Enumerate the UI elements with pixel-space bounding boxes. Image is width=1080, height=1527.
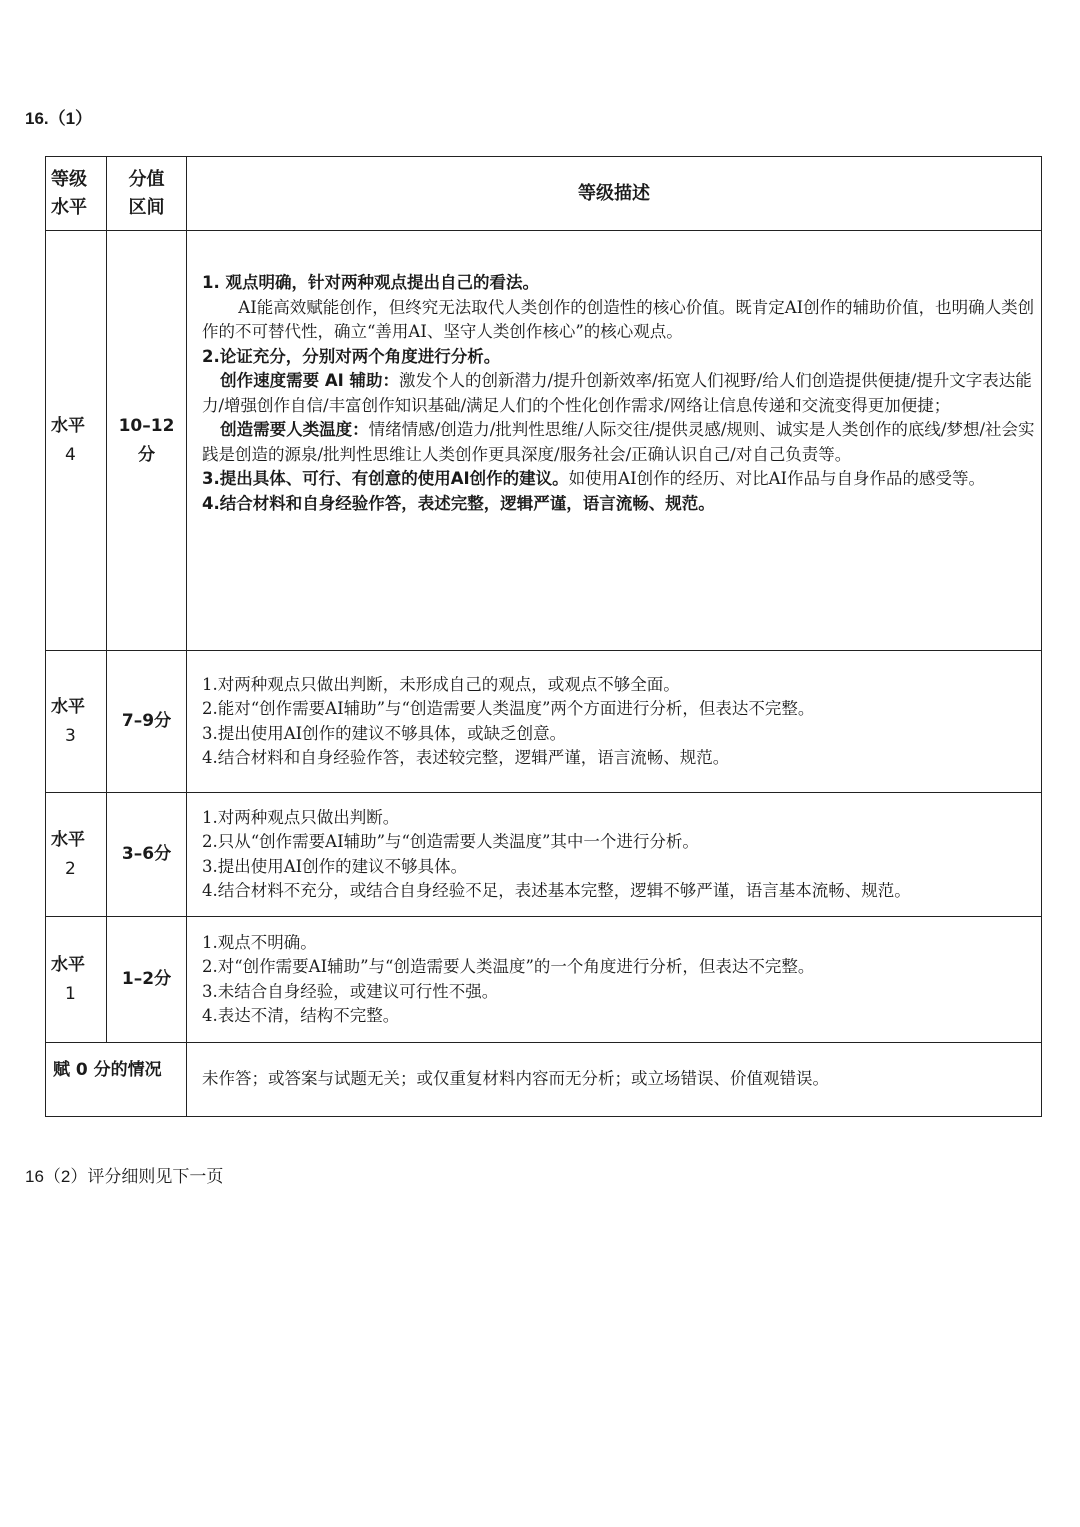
footer-note: 16（2）评分细则见下一页 [25, 1167, 224, 1187]
zero-score-label: 赋 0 分的情况 [46, 1043, 187, 1117]
list-item: 4.表达不清，结构不完整。 [202, 1006, 400, 1025]
list-item: 3.提出使用AI创作的建议不够具体。 [202, 856, 468, 876]
table-row-level-3 [46, 651, 1042, 793]
score-cell: 3–6分 [107, 793, 187, 917]
list-item: 4.结合材料和自身经验作答，表述较完整，逻辑严谨，语言流畅、规范。 [202, 748, 730, 767]
description-cell [187, 793, 1042, 917]
question-title: 16.（1） [25, 109, 93, 128]
list-item: 2.只从“创作需要AI辅助”与“创造需要人类温度”其中一个进行分析。 [202, 832, 699, 851]
level-cell: 水平 1 [46, 917, 107, 1043]
list-item: 4.结合材料不充分，或结合自身经验不足，表述基本完整，逻辑不够严谨，语言基本流畅、规范。 [202, 881, 911, 900]
list-item: 1.对两种观点只做出判断，未形成自己的观点，或观点不够全面。 [202, 674, 680, 694]
table-row-level-1 [46, 917, 1042, 1043]
criterion-2-human: 创造需要人类温度：情绪情感/创造力/批判性思维/人际交往/提供灵感/规则、诚实是人类创作的底线/梦想/社会实践是创造的源泉/批判性思维让人类创作更具深度/服务社会/正确认识自己/对自己负责等。 [202, 420, 1035, 464]
criterion-1: 1. 观点明确，针对两种观点提出自己的看法。 [202, 273, 539, 292]
level-cell: 水平 3 [46, 651, 107, 793]
table-row-level-4 [46, 231, 1042, 651]
list-item: 3.提出使用AI创作的建议不够具体，或缺乏创意。 [202, 723, 567, 743]
criterion-2: 2.论证充分，分别对两个角度进行分析。 [202, 346, 501, 366]
level-cell: 水平 4 [46, 231, 107, 651]
description-cell [187, 917, 1042, 1043]
criterion-1-detail: AI能高效赋能创作，但终究无法取代人类创作的创造性的核心价值。既肯定AI创作的辅助价值，也明确人类创作的不可替代性，确立“善用AI、坚守人类创作核心”的核心观点。 [202, 297, 1035, 341]
list-item: 2.对“创作需要AI辅助”与“创造需要人类温度”的一个角度进行分析，但表达不完整。 [202, 957, 815, 976]
header-score: 分值 区间 [107, 157, 187, 231]
list-item: 1.对两种观点只做出判断。 [202, 807, 400, 827]
table-header-row [46, 157, 1042, 231]
criterion-4: 4.结合材料和自身经验作答，表述完整，逻辑严谨，语言流畅、规范。 [202, 493, 715, 513]
description-cell [187, 651, 1042, 793]
score-cell: 7–9分 [107, 651, 187, 793]
list-item: 1.观点不明确。 [202, 932, 317, 952]
list-item: 3.未结合自身经验，或建议可行性不强。 [202, 981, 499, 1001]
description-cell [187, 231, 1042, 651]
header-description: 等级描述 [187, 157, 1042, 231]
score-cell: 1–2分 [107, 917, 187, 1043]
score-cell: 10–12 分 [107, 231, 187, 651]
criterion-3: 3.提出具体、可行、有创意的使用AI创作的建议。如使用AI创作的经历、对比AI作品与自身作品的感受等。 [202, 469, 986, 488]
level-cell: 水平 2 [46, 793, 107, 917]
table-row-zero-score [46, 1043, 1042, 1117]
header-level: 等级 水平 [46, 157, 107, 231]
scoring-rubric-table [45, 156, 1042, 1117]
table-row-level-2 [46, 793, 1042, 917]
criterion-2-ai: 创作速度需要 AI 辅助：激发个人的创新潜力/提升创新效率/拓宽人们视野/给人们创造提供便捷/提升文字表达能力/增强创作自信/丰富创作知识基础/满足人们的个性化创作需求/网络让信息传递和交流变得更加便捷； [202, 371, 1032, 415]
list-item: 2.能对“创作需要AI辅助”与“创造需要人类温度”两个方面进行分析，但表达不完整。 [202, 699, 815, 718]
zero-score-description: 未作答；或答案与试题无关；或仅重复材料内容而无分析；或立场错误、价值观错误。 [187, 1043, 1042, 1117]
